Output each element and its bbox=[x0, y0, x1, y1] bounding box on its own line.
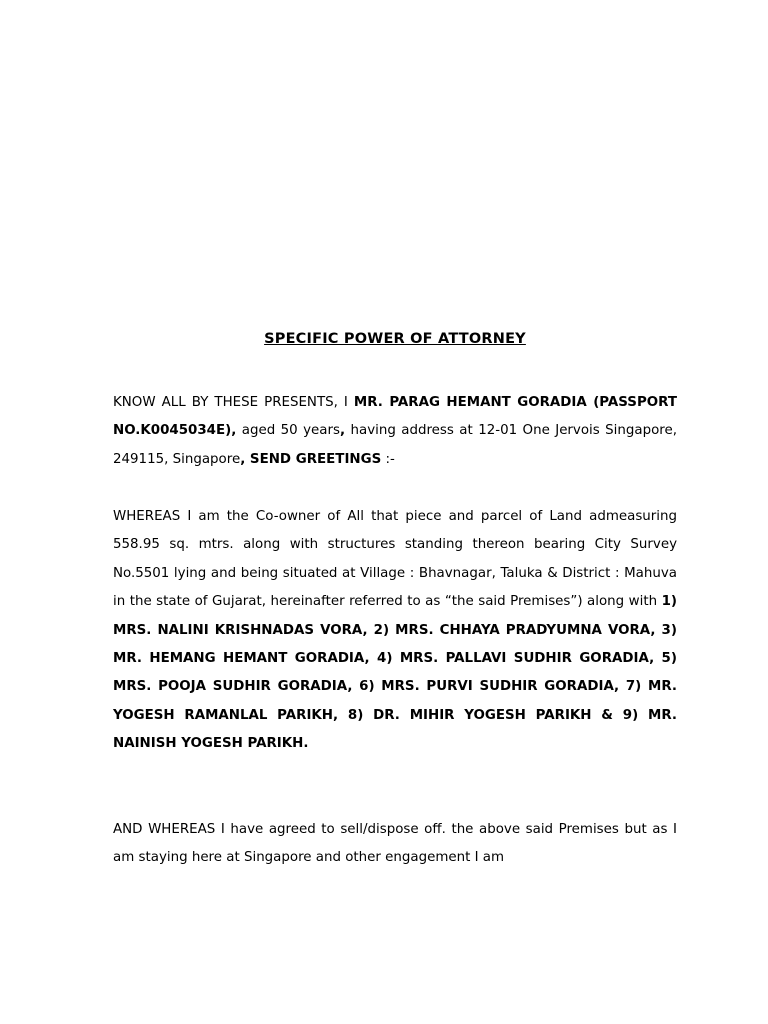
p2-co-owners: 1) MRS. NALINI KRISHNADAS VORA, 2) MRS. CHHAYA PRADYUMNA VORA, 3) MR. HEMANG HEMANT GORADIA, 4) MRS. PALLAVI SUDHIR GORADIA, 5) MRS. POOJA SUDHIR GORADIA, 6) MRS. PURVI SUDHIR GORADIA, 7) MR. YOGESH RAMANLAL PARIKH, 8) DR. MIHIR YOGESH PARIKH & 9) MR. NAINISH YOGESH PARIKH. bbox=[113, 594, 677, 752]
paragraph-whereas bbox=[113, 503, 677, 759]
p1-send-greetings: , SEND GREETINGS bbox=[240, 451, 382, 467]
p1-text-g: :- bbox=[381, 451, 395, 467]
paragraph-and-whereas bbox=[113, 816, 677, 873]
p1-comma: , bbox=[339, 423, 346, 439]
p1-grantor-name: MR. PARAG HEMANT GORADIA (PASSPORT NO.K0045034E), bbox=[113, 395, 677, 439]
paragraph-know-all bbox=[113, 389, 677, 474]
p1-text-a: KNOW ALL BY THESE PRESENTS, I bbox=[113, 395, 354, 410]
p3-text-a: AND WHEREAS I have agreed to sell/dispose off. the above said Premises but as I am staying here at Singapore and other engagement I am bbox=[113, 822, 677, 866]
p1-address: having address at 12-01 One Jervois Singapore, 249115, Singapore bbox=[113, 423, 677, 467]
p1-text-c: aged 50 years bbox=[236, 423, 340, 439]
p2-text-a: WHEREAS I am the Co-owner of All that piece and parcel of Land admeasuring 558.95 sq. mtrs. along with structures standing thereon bearing City Survey No.5501 lying and being situated at Village : Bhavnagar, Taluka & District : Mahuva in the state of Gujarat, hereinafter referred to as “the said Premises”) along with bbox=[113, 509, 677, 610]
document-title: SPECIFIC POWER OF ATTORNEY bbox=[264, 331, 526, 347]
